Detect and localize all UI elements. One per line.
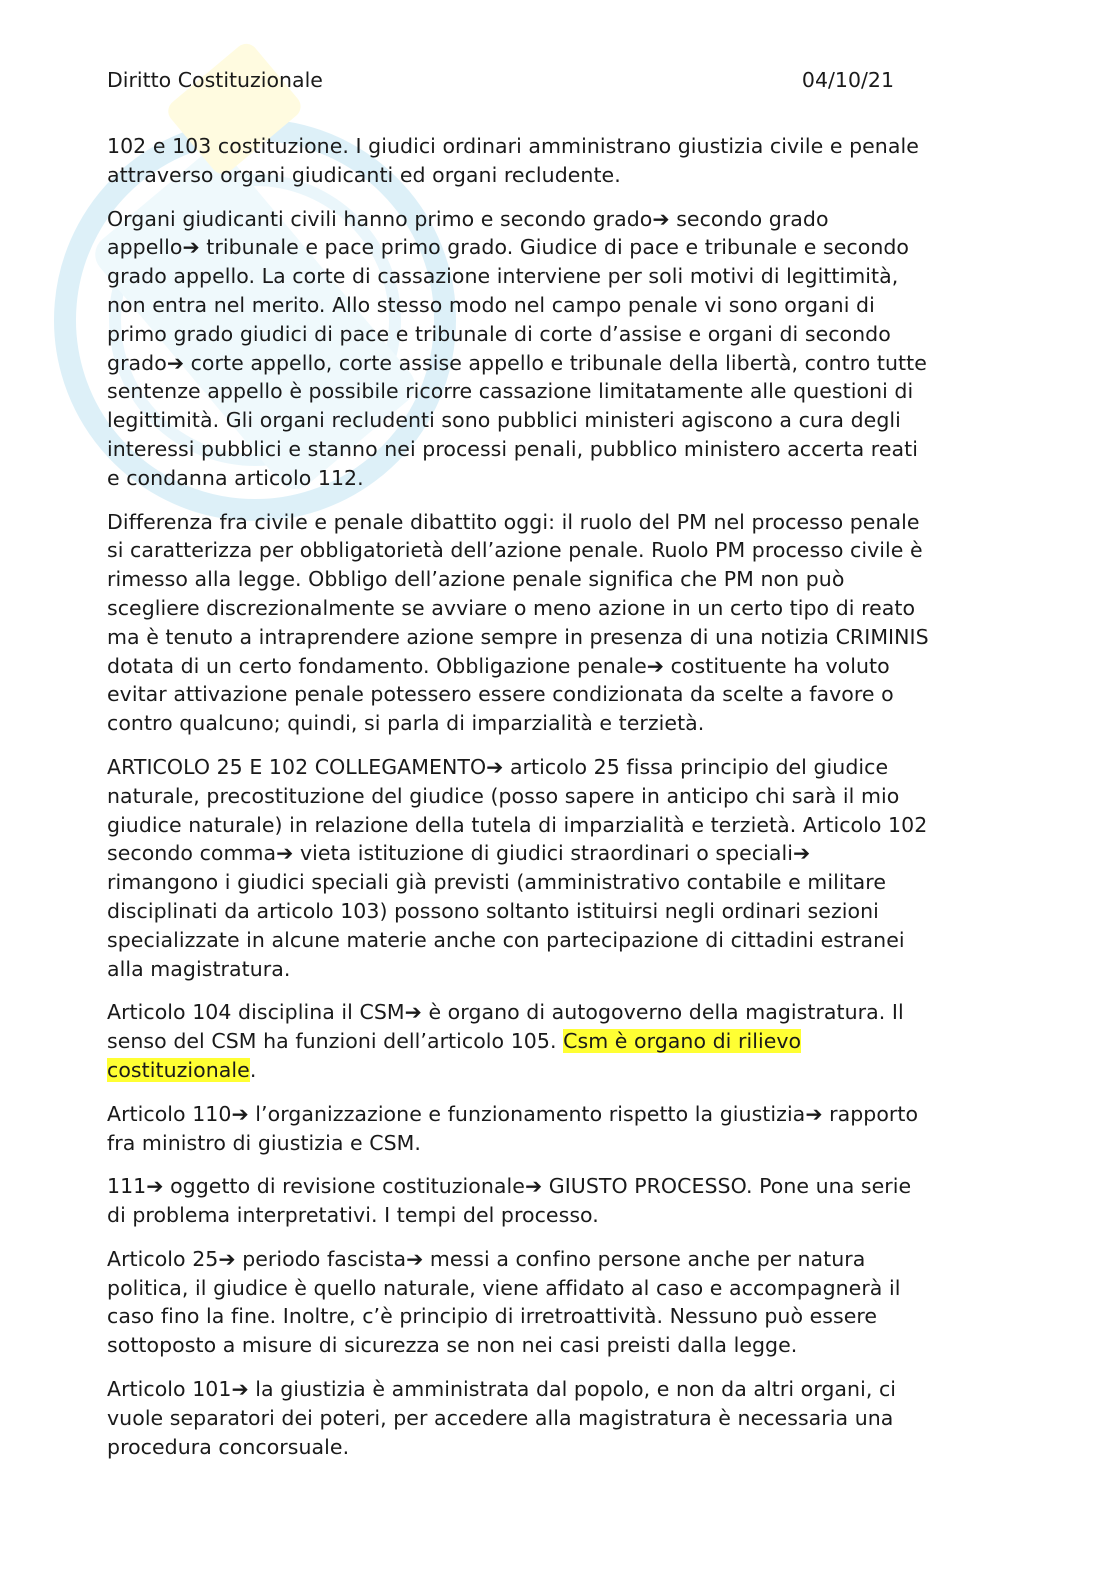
paragraph-text: rapporto fra ministro di giustizia e CSM. <box>107 1101 919 1155</box>
arrow-right-icon: ➔ <box>406 1246 424 1271</box>
paragraph <box>107 1172 1007 1230</box>
paragraph-text: rimangono i giudici speciali già previsti (amministrativo contabile e militare disciplinati da articolo 103) possono soltanto istituirsi negli ordinari sezioni specializzate in alcune materie anche con partecipazione di cittadini estranei alla magistratura. <box>107 870 905 981</box>
paragraph-text: l’organizzazione e funzionamento rispetto la giustizia <box>248 1101 806 1126</box>
arrow-right-icon: ➔ <box>182 235 200 260</box>
arrow-right-icon: ➔ <box>166 350 185 375</box>
highlighted-text: Csm è organo di rilievo <box>563 1029 802 1054</box>
arrow-right-icon: ➔ <box>231 1101 249 1126</box>
paragraph-text: è organo di autogoverno della magistratura. Il senso del CSM ha funzioni dell’articolo 105. <box>107 1000 904 1054</box>
paragraph-text: 111 <box>107 1174 147 1199</box>
paragraph-text: Articolo 25 <box>107 1246 219 1271</box>
paragraph <box>107 205 1007 493</box>
document-date: 04/10/21 <box>801 68 894 92</box>
paragraph <box>107 1245 1007 1360</box>
paragraph-text: . <box>249 1057 257 1082</box>
paragraph <box>107 508 1007 738</box>
arrow-right-icon: ➔ <box>486 754 504 779</box>
paragraph-text: periodo fascista <box>235 1246 407 1271</box>
paragraph-text: Articolo 104 disciplina il CSM <box>107 1000 405 1025</box>
arrow-right-icon: ➔ <box>146 1174 164 1199</box>
paragraph-text: Differenza fra civile e penale dibattito oggi: il ruolo del PM nel processo penale si caratterizza per obbligatorietà dell’azione penale. Ruolo PM processo civile è rimesso alla legge. Obbligo dell’azione penale significa che PM non può scegliere discrezionalmente se avviare o meno azione in un certo tipo di reato ma è tenuto a intraprendere azione sempre in presenza di una notizia CRIMINIS dotata di un certo fondamento. Obbligazione penale <box>107 509 929 678</box>
arrow-right-icon: ➔ <box>792 841 811 866</box>
document-header <box>107 66 894 94</box>
arrow-right-icon: ➔ <box>218 1246 236 1271</box>
subject-title: Diritto Costituzionale <box>107 68 323 92</box>
arrow-right-icon: ➔ <box>646 653 665 678</box>
paragraph-text: vieta istituzione di giudici straordinari o speciali <box>293 841 793 866</box>
paragraph <box>107 998 1007 1084</box>
paragraph <box>107 1375 1007 1461</box>
paragraph <box>107 132 1007 190</box>
paragraph-text: Articolo 101 <box>107 1377 232 1402</box>
paragraph-text: secondo grado appello <box>107 206 829 260</box>
paragraph <box>107 1100 1007 1158</box>
arrow-right-icon: ➔ <box>524 1174 543 1199</box>
arrow-right-icon: ➔ <box>231 1377 249 1402</box>
paragraph-text: la giustizia è amministrata dal popolo, e non da altri organi, ci vuole separatori dei poteri, per accedere alla magistratura è necessaria una procedura concorsuale. <box>107 1377 897 1459</box>
arrow-right-icon: ➔ <box>805 1101 823 1126</box>
paragraph-text: 102 e 103 costituzione. I giudici ordinari amministrano giustizia civile e penale attraverso organi giudicanti ed organi recludente. <box>107 134 919 187</box>
paragraph-text: oggetto di revisione costituzionale <box>163 1174 525 1199</box>
paragraph-text: articolo 25 fissa principio del giudice naturale, precostituzione del giudice (posso sapere in anticipo chi sarà il mio giudice naturale) in relazione della tutela di imparzialità e terzietà. Articolo 102 secondo comma <box>107 754 928 866</box>
paragraph-text: costituente ha voluto evitar attivazione penale potessero essere condizionata da scelte a favore o contro qualcuno; quindi, si parla di imparzialità e terzietà. <box>107 653 894 736</box>
highlighted-text: costituzionale <box>107 1057 250 1082</box>
arrow-right-icon: ➔ <box>404 1000 422 1025</box>
arrow-right-icon: ➔ <box>276 841 294 866</box>
paragraph-text: ARTICOLO 25 E 102 COLLEGAMENTO <box>107 754 487 779</box>
paragraph <box>107 753 1007 983</box>
paragraph-text: messi a confino persone anche per natura politica, il giudice è quello naturale, viene affidato al caso e accompagnerà il caso fino la fine. Inoltre, c’è principio di irretroattività. Nessuno può essere sottoposto a misure di sicurezza se non nei casi preisti dalla legge. <box>107 1246 901 1358</box>
paragraph-text: GIUSTO PROCESSO. Pone una serie di problema interpretativi. I tempi del processo. <box>107 1174 912 1228</box>
paragraph-text: corte appello, corte assise appello e tribunale della libertà, contro tutte sentenze appello è possibile ricorre cassazione limitatamente alle questioni di legittimità. Gli organi recludenti sono pubblici ministeri agiscono a cura degli interessi pubblici e stanno nei processi penali, pubblico ministero accerta reati e condanna articolo 112. <box>107 350 927 490</box>
paragraph-text: Articolo 110 <box>107 1101 232 1126</box>
arrow-right-icon: ➔ <box>652 206 670 231</box>
paragraph-text: Organi giudicanti civili hanno primo e secondo grado <box>107 206 653 231</box>
paragraph-text: tribunale e pace primo grado. Giudice di pace e tribunale e secondo grado appello. La corte di cassazione interviene per soli motivi di legittimità, non entra nel merito. Allo stesso modo nel campo penale vi sono organi di primo grado giudici di pace e tribunale di corte d’assise e organi di secondo grado <box>107 235 910 375</box>
document-body <box>107 132 1007 1476</box>
